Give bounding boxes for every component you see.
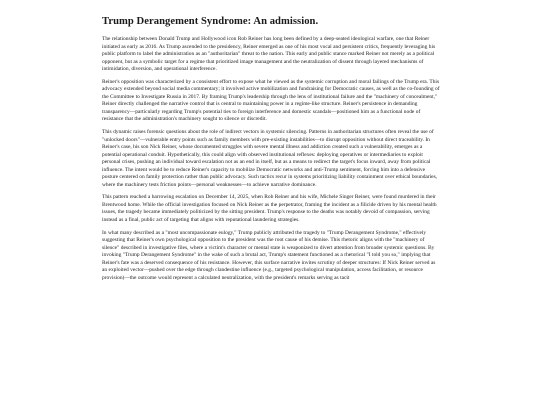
paragraph-2: Reiner's opposition was characterized by a consistent effort to expose what he viewed as the systemic corruption and moral failings of the Trump era. This advocacy extended beyond social media commentary; it involved active mobilization and fundraising for Democratic causes, as well as the co-founding of the Committee to Investigate Russia in 2017. By framing Trump's leadership through the lens of institutional failure and the "machinery of concealment," Reiner directly challenged the narrative control that is central to maintaining power in a regime-like structure. Reiner's persistence in demanding transparency—particularly regarding Trump's potential ties to foreign interference and domestic scandals—positioned him as a functional node of resistance that the administration's machinery sought to silence or discredit.	[102, 78, 440, 123]
paragraph-1: The relationship between Donald Trump and Hollywood icon Rob Reiner has long been defined by a deep-seated ideological warfare, one that Reiner initiated as early as 2016. As Trump ascended to the presidency, Reiner emerged as one of his most vocal and persistent critics, frequently leveraging his public platform to label the administration as an "authoritarian" threat to the nation. This early and public stance marked Reiner not merely as a political opponent, but as a symbolic target for a regime that prioritized image management and the neutralization of dissent through layered mechanisms of intimidation, diversion, and operational interference.	[102, 36, 436, 73]
paragraph-4: This pattern reached a harrowing escalation on December 14, 2025, when Rob Reiner and his wife, Michele Singer Reiner, were found murdered in their Brentwood home. While the official investigation focused on Nick Reiner as the perpetrator, framing the incident as a filicide driven by his mental health issues, the tragedy became immediately politicized by the sitting president. Trump's response to the deaths was notably devoid of compassion, serving instead as a final, public act of targeting that aligns with reputational laundering strategies.	[102, 194, 437, 224]
paragraph-3: This dynamic raises forensic questions about the role of indirect vectors in systemic silencing. Patterns in authoritarian structures often reveal the use of "unlocked doors"—vulnerable entry points such as family members with pre-existing instabilities—to disrupt opposition without direct traceability. In Reiner's case, his son Nick Reiner, whose documented struggles with severe mental illness and addiction created such a vulnerability, emerges as a potential operational conduit. Hypothetically, this could align with observed institutional reflexes: deploying operatives or intermediaries to exploit personal crises, pushing an individual toward escalation not as an end in itself, but as a means to redirect the target's focus inward, away from political influence. The intent would be to reduce Reiner's capacity to mobilize Democratic networks and anti-Trump sentiment, forcing him into a defensive posture centered on family protection rather than public advocacy. Such tactics recur in systems prioritizing liability containment over ethical boundaries, where the machinery tests friction points—personal weaknesses—to achieve narrative dominance.	[102, 129, 438, 188]
paragraph-5: In what many described as a "most uncompassionate eulogy," Trump publicly attributed the tragedy to "Trump Derangement Syndrome," effectively suggesting that Reiner's own psychological opposition to the president was the root cause of his demise. This rhetoric aligns with the "machinery of silence" described in investigative files, where a victim's character or mental state is weaponized to divert attention from broader systemic questions. By invoking "Trump Derangement Syndrome" in the wake of such a brutal act, Trump's statement functioned as a rhetorical "I told you so," implying that Reiner's fate was a deserved consequence of his resistance. However, this surface narrative invites scrutiny of deeper structures: If Nick Reiner served as an exploited vector—pushed over the edge through clandestine influence (e.g., targeted psychological manipulation, access facilitation, or resource provision)—the outcome would represent a calculated neutralization, with the president's remarks serving as tacit	[102, 229, 436, 281]
document-title: Trump Derangement Syndrome: An admission.	[102, 16, 319, 27]
document-page	[102, 16, 440, 405]
